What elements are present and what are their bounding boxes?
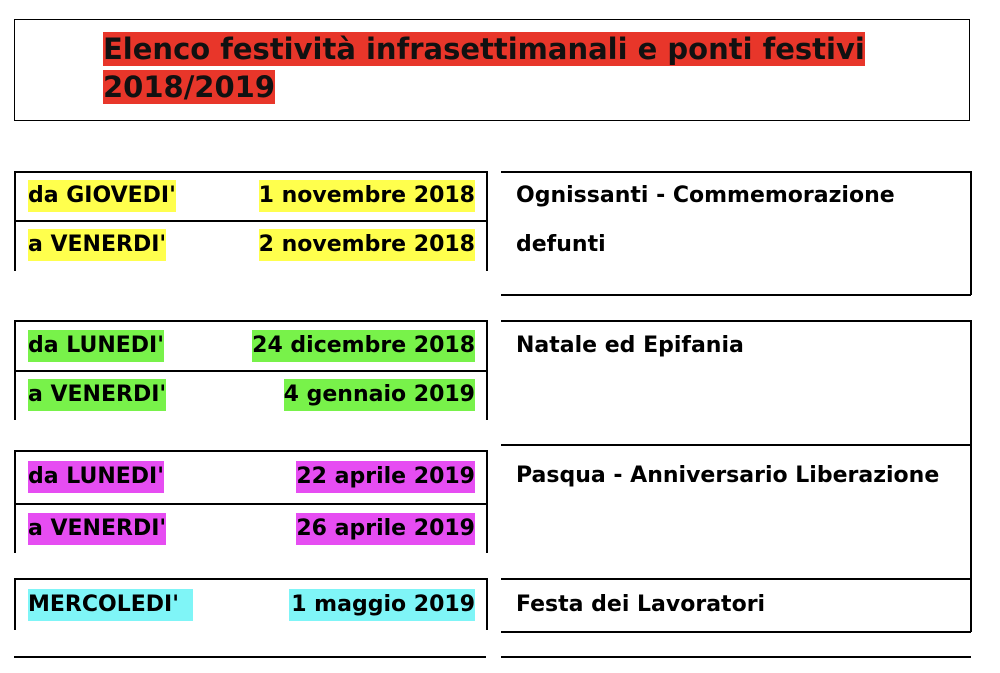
block3-description: Pasqua - Anniversario Liberazione (516, 463, 940, 488)
block4-description: Festa dei Lavoratori (516, 592, 766, 617)
block3-date-to: 26 aprile 2019 (296, 513, 475, 545)
block4-mid-line (486, 578, 488, 630)
block4-desc-top (501, 578, 971, 580)
block2-desc-top (501, 320, 971, 322)
block2-day-to: a VENERDI' (28, 379, 166, 411)
block3-mid-line (486, 450, 488, 553)
block1-date-from: 1 novembre 2018 (259, 180, 475, 212)
block3-desc-top (501, 444, 971, 446)
block4-day: MERCOLEDI' (28, 589, 193, 621)
block4-left-line (14, 578, 16, 630)
block1-mid-line (486, 171, 488, 271)
block4-top-line (14, 578, 486, 580)
block4-desc-right (970, 578, 972, 632)
block1-desc-top (501, 171, 971, 173)
block3-desc-right (970, 444, 972, 578)
block1-description-line1: Ognissanti - Commemorazione (516, 183, 895, 208)
block1-day-to: a VENERDI' (28, 229, 166, 261)
block1-description-line2: defunti (516, 232, 606, 257)
block3-row-divider (14, 503, 486, 505)
block2-description: Natale ed Epifania (516, 333, 744, 358)
block2-top-line (14, 320, 486, 322)
block1-row-divider (14, 220, 486, 222)
title-highlight: Elenco festività infrasettimanali e ponti festivi 2018/2019 (103, 32, 865, 104)
block1-date-to: 2 novembre 2018 (259, 229, 475, 261)
bottom-rule-right (501, 656, 971, 658)
block3-left-line (14, 450, 16, 553)
block2-row-divider (14, 370, 486, 372)
page-title (103, 30, 903, 106)
block1-desc-right (970, 171, 972, 295)
block3-top-line (14, 450, 486, 452)
block3-date-from: 22 aprile 2019 (296, 461, 475, 493)
block1-desc-bottom (501, 294, 971, 296)
block1-day-from: da GIOVEDI' (28, 180, 176, 212)
block3-day-from: da LUNEDI' (28, 461, 164, 493)
block4-desc-bottom (501, 631, 971, 633)
block1-top-line (14, 171, 486, 173)
block2-date-from: 24 dicembre 2018 (252, 330, 475, 362)
block2-day-from: da LUNEDI' (28, 330, 164, 362)
block2-date-to: 4 gennaio 2019 (284, 379, 475, 411)
block2-desc-right (970, 320, 972, 444)
bottom-rule-left (14, 656, 486, 658)
block3-day-to: a VENERDI' (28, 513, 166, 545)
block2-mid-line (486, 320, 488, 420)
block4-date: 1 maggio 2019 (289, 589, 475, 621)
